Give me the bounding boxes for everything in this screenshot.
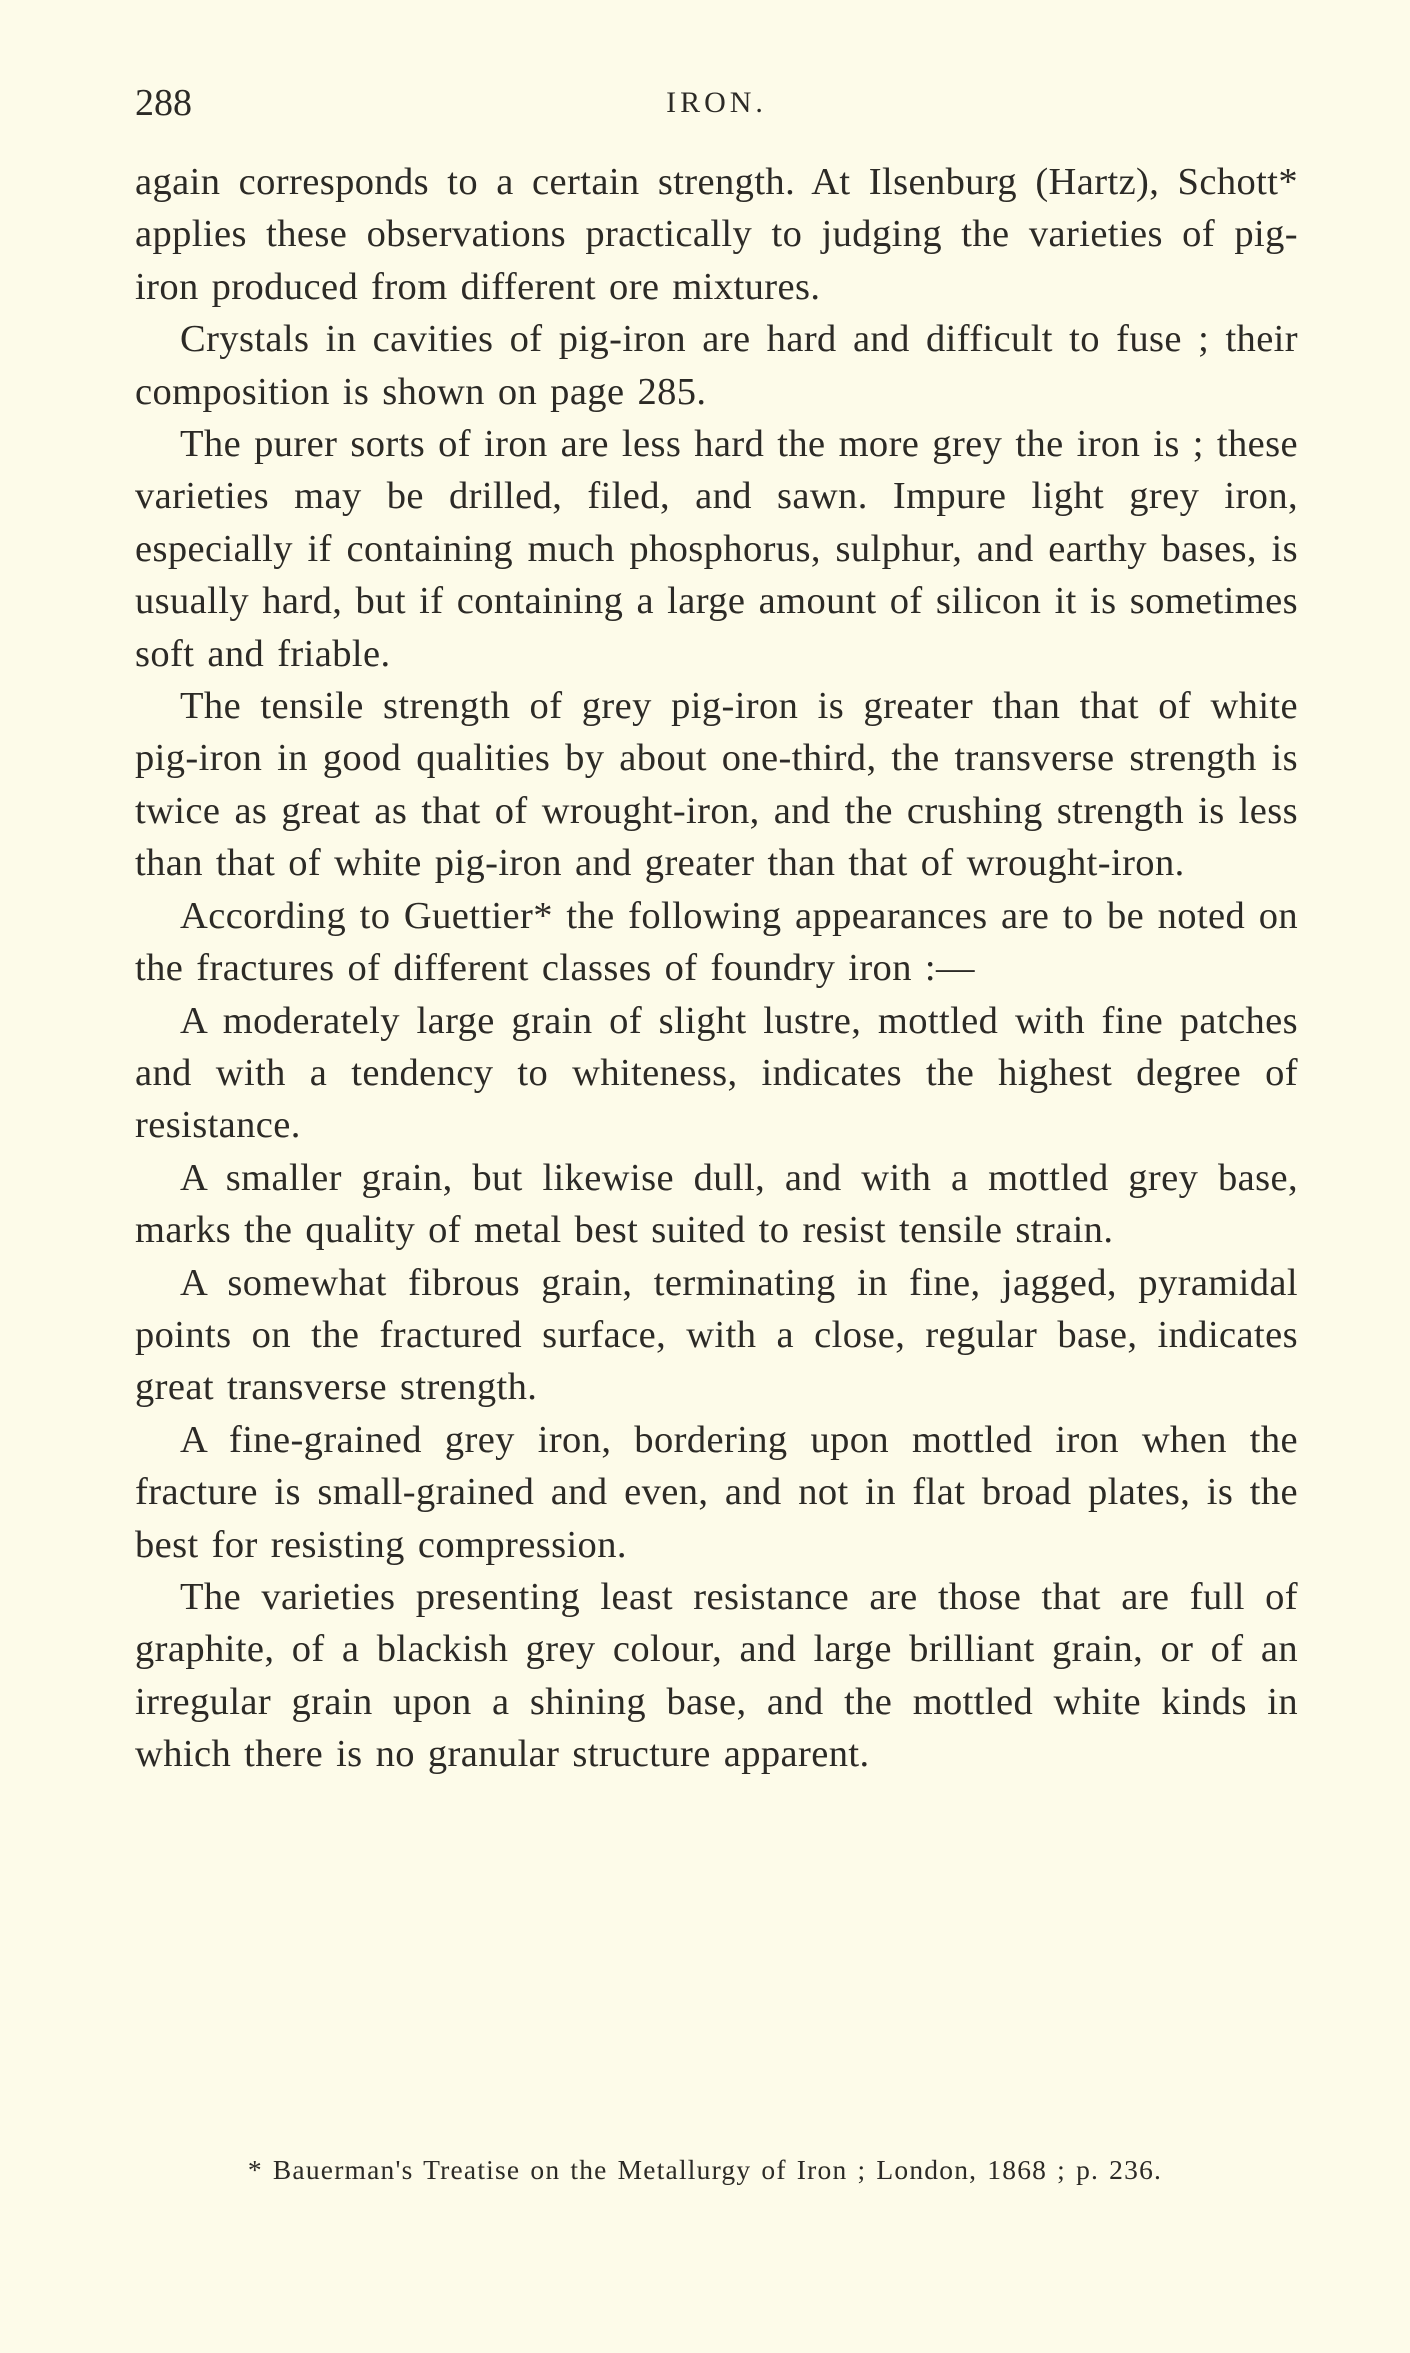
page-header: [135, 80, 1298, 126]
paragraph-hardness: The purer sorts of iron are less hard the more grey the iron is ; these varieties may be drilled, filed, and sawn. Impure light grey iron, especially if containing much phosphorus, sulphur, and earthy bases, is usually hard, but if containing a large amount of silicon it is sometimes soft and friable.: [135, 423, 1298, 675]
body-text: [135, 156, 1298, 1781]
paragraph-transverse-strength: A somewhat fibrous grain, terminating in fine, jagged, pyramidal points on the fractured surface, with a close, regular base, indicates great transverse strength.: [135, 1261, 1298, 1409]
paragraph-continuation: again corresponds to a certain strength. At Ilsenburg (Hartz), Schott* applies these observations practically to judging the varieties of pig-iron produced from different ore mixtures.: [135, 161, 1298, 308]
paragraph-tensile-strength: The tensile strength of grey pig-iron is greater than that of white pig-iron in good qualities by about one-third, the transverse strength is twice as great as that of wrought-iron, and the crushing strength is less than that of white pig-iron and greater than that of wrought-iron.: [135, 685, 1298, 885]
paragraph-guettier: According to Guettier* the following appearances are to be noted on the fractures of different classes of foundry iron :—: [135, 894, 1298, 990]
paragraph-highest-resistance: A moderately large grain of slight lustre, mottled with fine patches and with a tendency to whiteness, indicates the highest degree of resistance.: [135, 999, 1298, 1147]
paragraph-least-resistance: The varieties presenting least resistance are those that are full of graphite, of a blackish grey colour, and large brilliant grain, or of an irregular grain upon a shining base, and the mottled white kinds in which there is no granular structure apparent.: [135, 1575, 1298, 1776]
page-number: 288: [135, 82, 192, 124]
running-head: IRON.: [666, 86, 767, 119]
paragraph-compression: A fine-grained grey iron, bordering upon mottled iron when the fracture is small-grained and even, and not in flat broad plates, is the best for resisting compression.: [135, 1418, 1298, 1566]
paragraph-tensile-strain: A smaller grain, but likewise dull, and with a mottled grey base, marks the quality of metal best suited to resist tensile strain.: [135, 1156, 1298, 1252]
footnote: * Bauerman's Treatise on the Metallurgy of Iron ; London, 1868 ; p. 236.: [247, 2154, 1163, 2185]
paragraph-crystals: Crystals in cavities of pig-iron are hard and difficult to fuse ; their composition is shown on page 285.: [135, 318, 1298, 413]
